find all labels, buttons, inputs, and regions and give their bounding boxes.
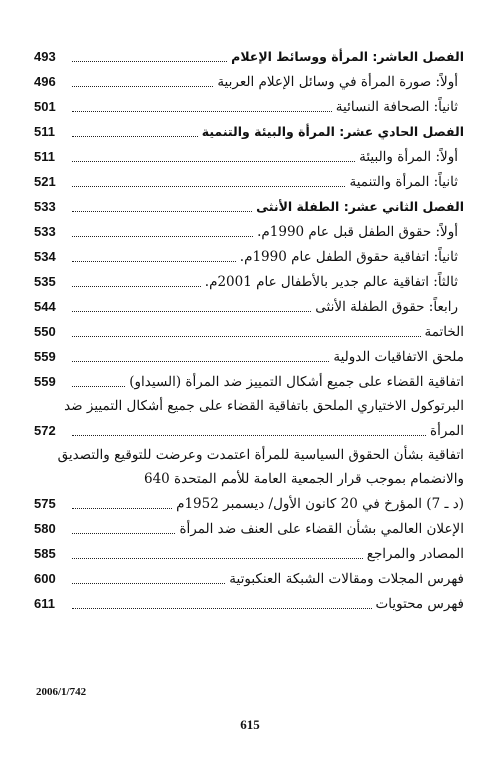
toc-title: الخاتمة [424,324,464,340]
toc-title: الفصل الحادي عشر: المرأة والبيئة والتنمية [201,124,464,139]
toc-title: ثانياً: اتفاقية حقوق الطفل عام 1990م. [239,249,458,265]
toc-row [34,169,464,194]
toc-title: فهرس محتويات [375,596,464,612]
leader-dots [72,260,236,262]
toc-title: الإعلان العالمي بشأن القضاء على العنف ضد المرأة [179,521,464,537]
toc-row-chapter-11 [34,119,464,144]
toc-page: 559 [34,374,56,389]
leader-dots [72,607,372,609]
toc-title: الفصل العاشر: المرأة ووسائط الإعلام [231,49,464,64]
toc-title: المرأة [430,423,464,439]
leader-dots [72,135,198,137]
leader-dots [72,160,355,162]
toc-row-chapter-12 [34,194,464,219]
toc-page: 559 [34,349,56,364]
toc-page: 575 [34,496,56,511]
toc-title: ثانياً: المرأة والتنمية [349,174,458,190]
toc-multiline-text: البرتوكول الاختياري الملحق باتفاقية القضاء على جميع أشكال التمييز ضد [64,398,464,414]
toc-row [34,418,464,443]
leader-dots [72,532,175,534]
toc-page: 572 [34,423,56,438]
toc-title: ملحق الاتفاقيات الدولية [333,349,464,365]
toc-title: أولاً: حقوق الطفل قبل عام 1990م. [257,224,458,240]
leader-dots [72,434,426,436]
toc-page: 580 [34,521,56,536]
leader-dots [72,335,421,337]
toc-page: 535 [34,274,56,289]
leader-dots [72,110,332,112]
toc-title: رابعاً: حقوق الطفلة الأنثى [315,299,458,315]
toc-row [34,244,464,269]
toc-title: اتفاقية القضاء على جميع أشكال التمييز ضد المرأة (السيداو) [129,374,464,390]
page-number: 615 [240,717,260,732]
leader-dots [72,507,172,509]
catalog-code: 2006/1/742 [36,686,87,698]
table-of-contents [34,44,464,616]
toc-row [34,541,464,566]
toc-title: أولاً: المرأة والبيئة [359,149,458,165]
toc-multiline-text: والانضمام بموجب قرار الجمعية العامة للأمم المتحدة 640 [143,471,464,487]
leader-dots [72,60,227,62]
toc-page: 521 [34,174,56,189]
toc-page: 501 [34,99,56,114]
leader-dots [72,85,213,87]
toc-title: ثالثاً: اتفاقية عالم جدير بالأطفال عام 2001م. [204,274,458,290]
toc-row [34,219,464,244]
toc-page: 496 [34,74,56,89]
toc-row [34,369,464,394]
toc-page: 611 [34,596,55,611]
toc-title: فهرس المجلات ومقالات الشبكة العنكبوتية [229,571,464,587]
toc-row [34,319,464,344]
toc-page: 544 [34,299,56,314]
toc-row [34,566,464,591]
toc-page: 533 [34,199,56,214]
toc-row-chapter-10 [34,44,464,69]
toc-row [34,516,464,541]
leader-dots [72,210,252,212]
toc-row [34,269,464,294]
toc-page: 600 [34,571,56,586]
toc-page: 511 [34,124,55,139]
toc-page: 493 [34,49,56,64]
toc-row [34,94,464,119]
toc-page: 585 [34,546,56,561]
toc-page: 511 [34,149,55,164]
toc-title: أولاً: صورة المرأة في وسائل الإعلام العربية [217,74,458,90]
toc-row [34,294,464,319]
toc-multiline-text: اتفاقية بشأن الحقوق السياسية للمرأة اعتمدت وعرضت للتوقيع والتصديق [57,447,464,463]
leader-dots [72,310,311,312]
leader-dots [72,285,201,287]
toc-page: 550 [34,324,56,339]
toc-row [34,69,464,94]
toc-row [34,144,464,169]
toc-title: المصادر والمراجع [366,546,464,562]
toc-row [34,344,464,369]
leader-dots [72,360,329,362]
toc-row [34,591,464,616]
toc-page: 534 [34,249,56,264]
leader-dots [72,185,345,187]
toc-page: 533 [34,224,56,239]
toc-title: ثانياً: الصحافة النسائية [335,99,458,115]
leader-dots [72,557,363,559]
leader-dots [72,385,125,387]
toc-title: الفصل الثاني عشر: الطفلة الأنثى [256,199,464,214]
toc-title: (د ـ 7) المؤرخ في 20 كانون الأول/ ديسمبر 1952م [176,496,464,512]
leader-dots [72,582,225,584]
leader-dots [72,235,253,237]
toc-row [34,491,464,516]
